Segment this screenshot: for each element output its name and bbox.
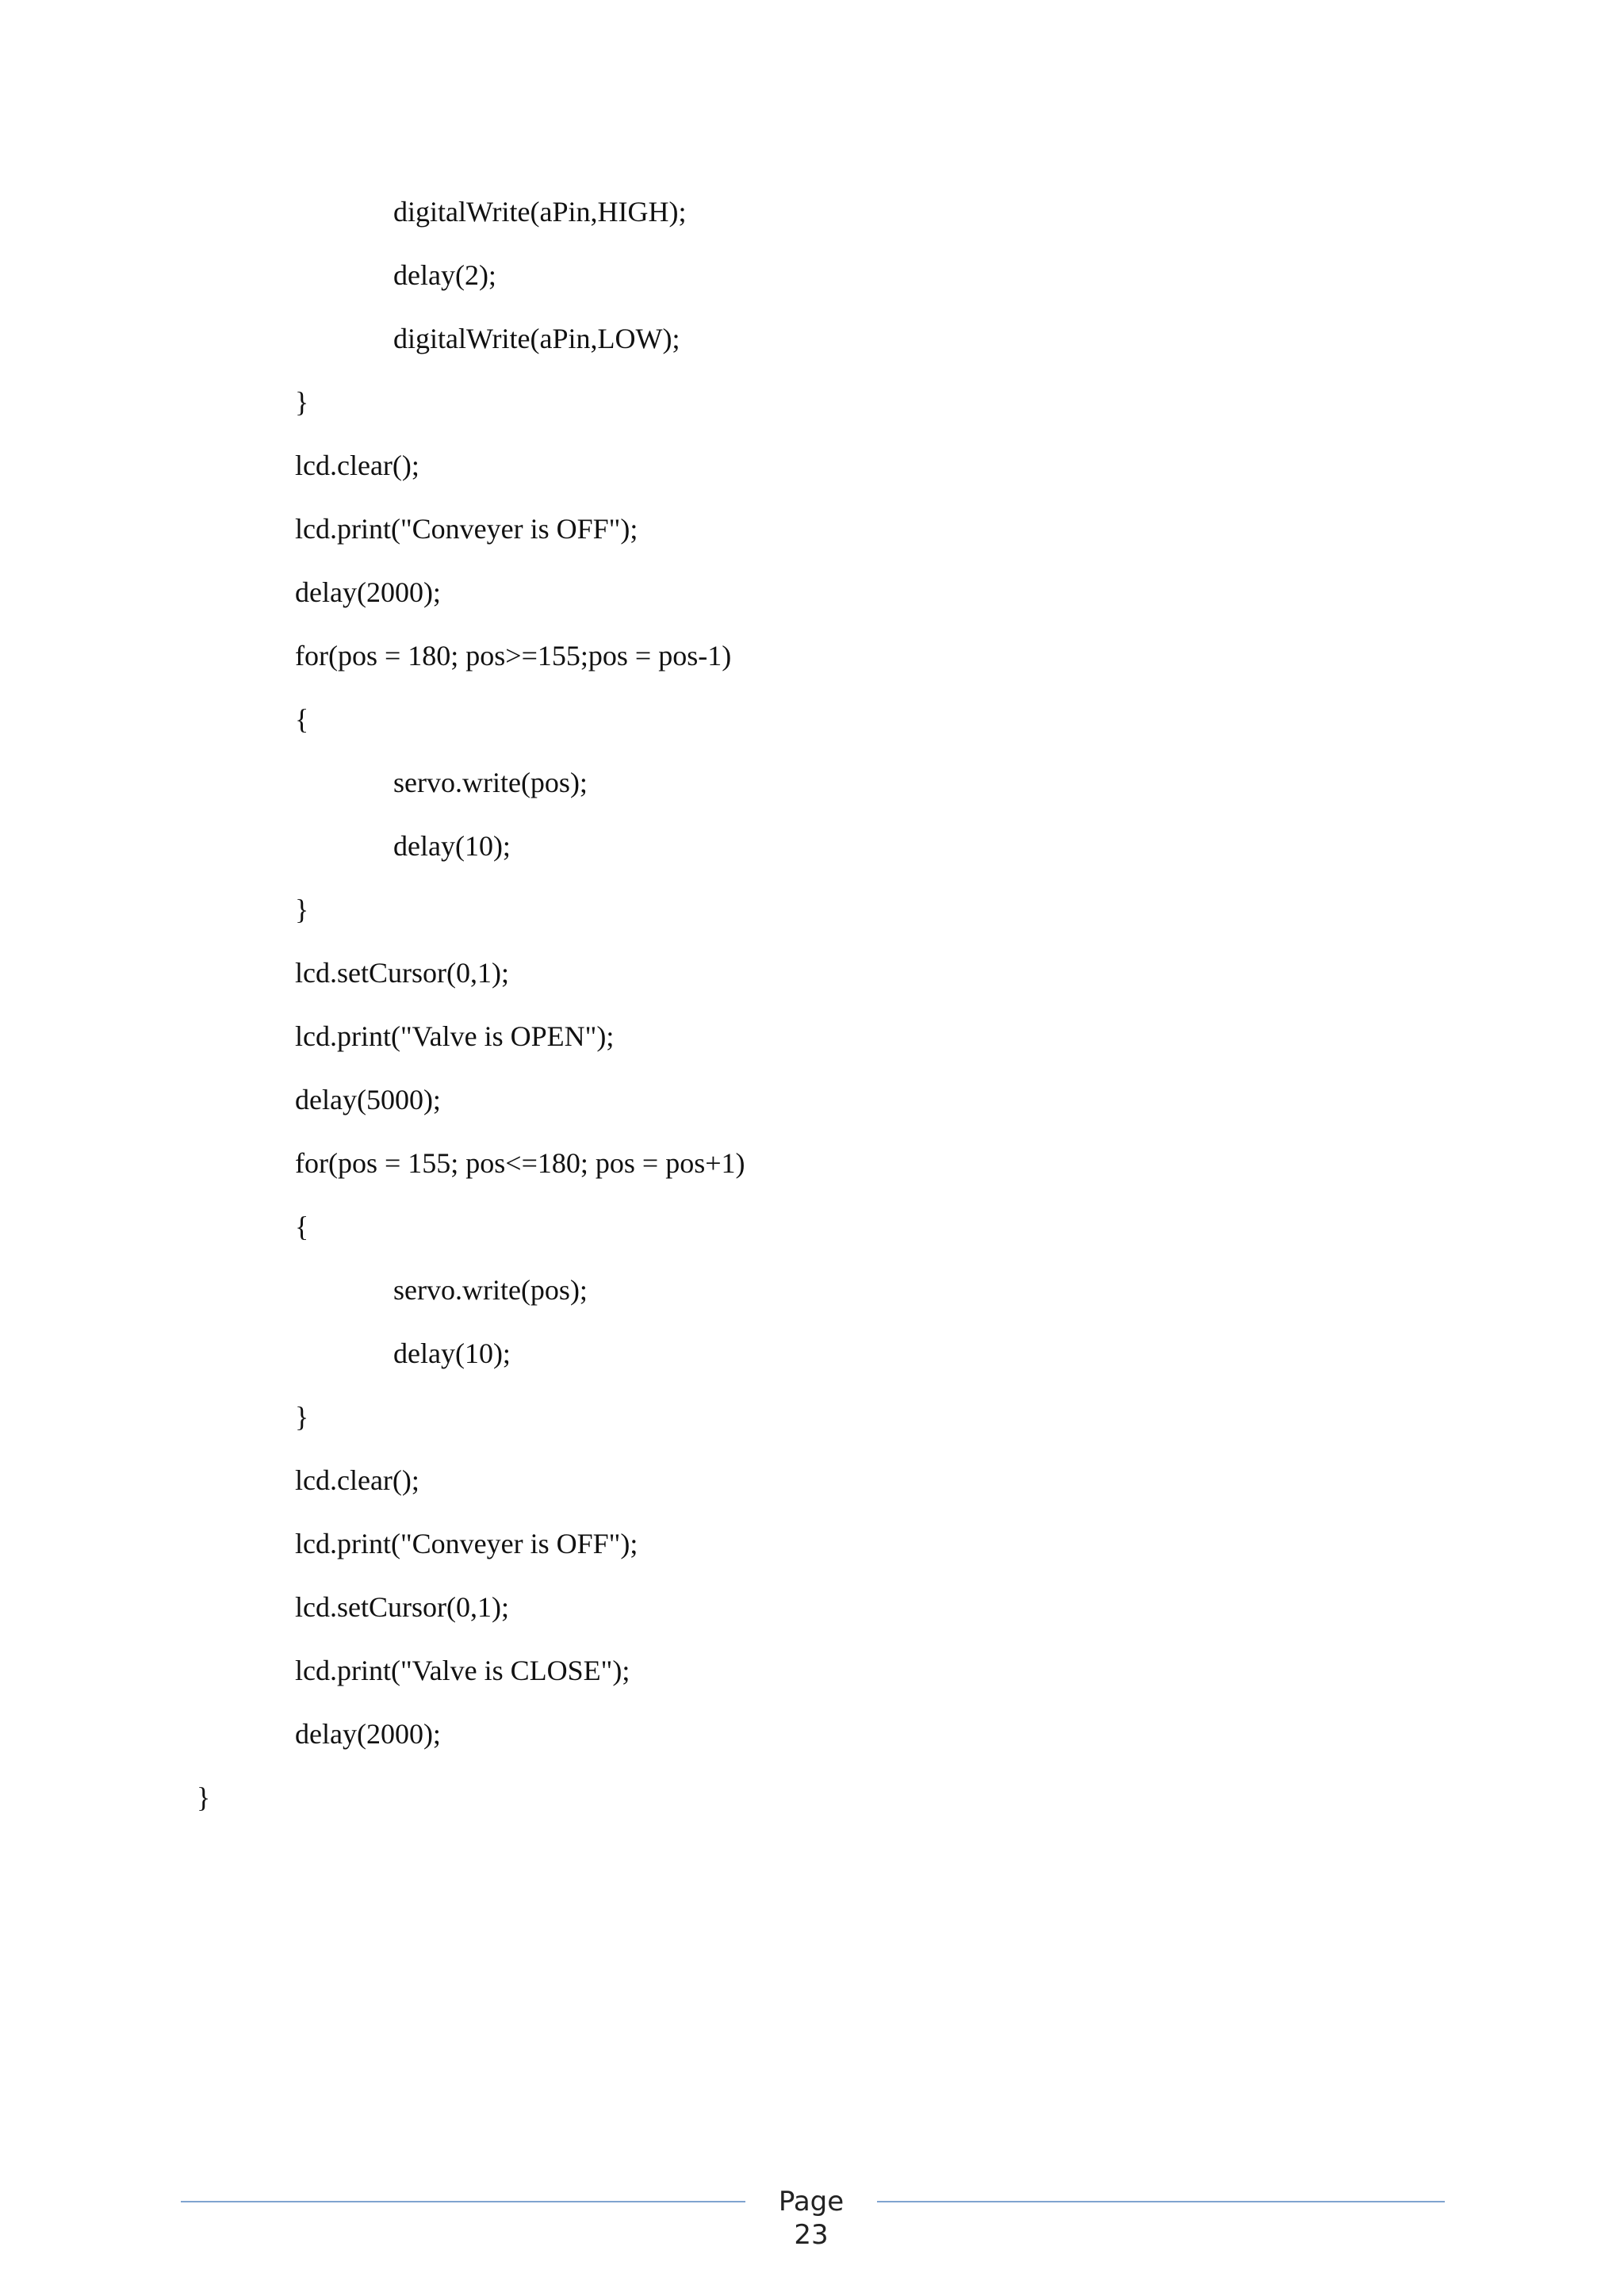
page-number: Page 23 (778, 2186, 845, 2251)
code-line-delay-5000: delay(5000); (295, 1084, 441, 1115)
code-line-lcd-print-valve-open: lcd.print("Valve is OPEN"); (295, 1020, 615, 1052)
code-line-open-brace: { (295, 703, 309, 735)
code-line-lcd-clear: lcd.clear(); (295, 1464, 419, 1496)
code-line-servo-write: servo.write(pos); (393, 1274, 588, 1306)
code-line-delay-2000: delay(2000); (295, 1718, 441, 1750)
footer-rule-left (181, 2201, 745, 2202)
code-line-function-close-brace: } (197, 1781, 211, 1813)
code-line-lcd-print-conveyer-off: lcd.print("Conveyer is OFF"); (295, 513, 638, 545)
code-line-lcd-setcursor: lcd.setCursor(0,1); (295, 957, 509, 989)
code-line-servo-write: servo.write(pos); (393, 767, 588, 798)
code-line-lcd-setcursor: lcd.setCursor(0,1); (295, 1591, 509, 1623)
code-line-open-brace: { (295, 1211, 309, 1242)
code-line-for-loop-decrement: for(pos = 180; pos>=155;pos = pos-1) (295, 640, 732, 672)
code-line-digitalwrite-high: digitalWrite(aPin,HIGH); (393, 196, 687, 228)
code-line-delay-10: delay(10); (393, 1337, 511, 1369)
code-line-close-brace: } (295, 1401, 309, 1433)
code-line-lcd-print-valve-close: lcd.print("Valve is CLOSE"); (295, 1655, 630, 1686)
code-line-close-brace: } (295, 894, 309, 925)
code-line-digitalwrite-low: digitalWrite(aPin,LOW); (393, 323, 680, 354)
code-line-delay-10: delay(10); (393, 830, 511, 862)
code-line-delay-2000: delay(2000); (295, 576, 441, 608)
footer-rule-right (877, 2201, 1445, 2202)
code-line-lcd-clear: lcd.clear(); (295, 450, 419, 481)
code-line-for-loop-increment: for(pos = 155; pos<=180; pos = pos+1) (295, 1147, 745, 1179)
code-line-delay-2: delay(2); (393, 259, 496, 291)
code-line-close-brace: } (295, 386, 309, 418)
code-line-lcd-print-conveyer-off: lcd.print("Conveyer is OFF"); (295, 1528, 638, 1559)
